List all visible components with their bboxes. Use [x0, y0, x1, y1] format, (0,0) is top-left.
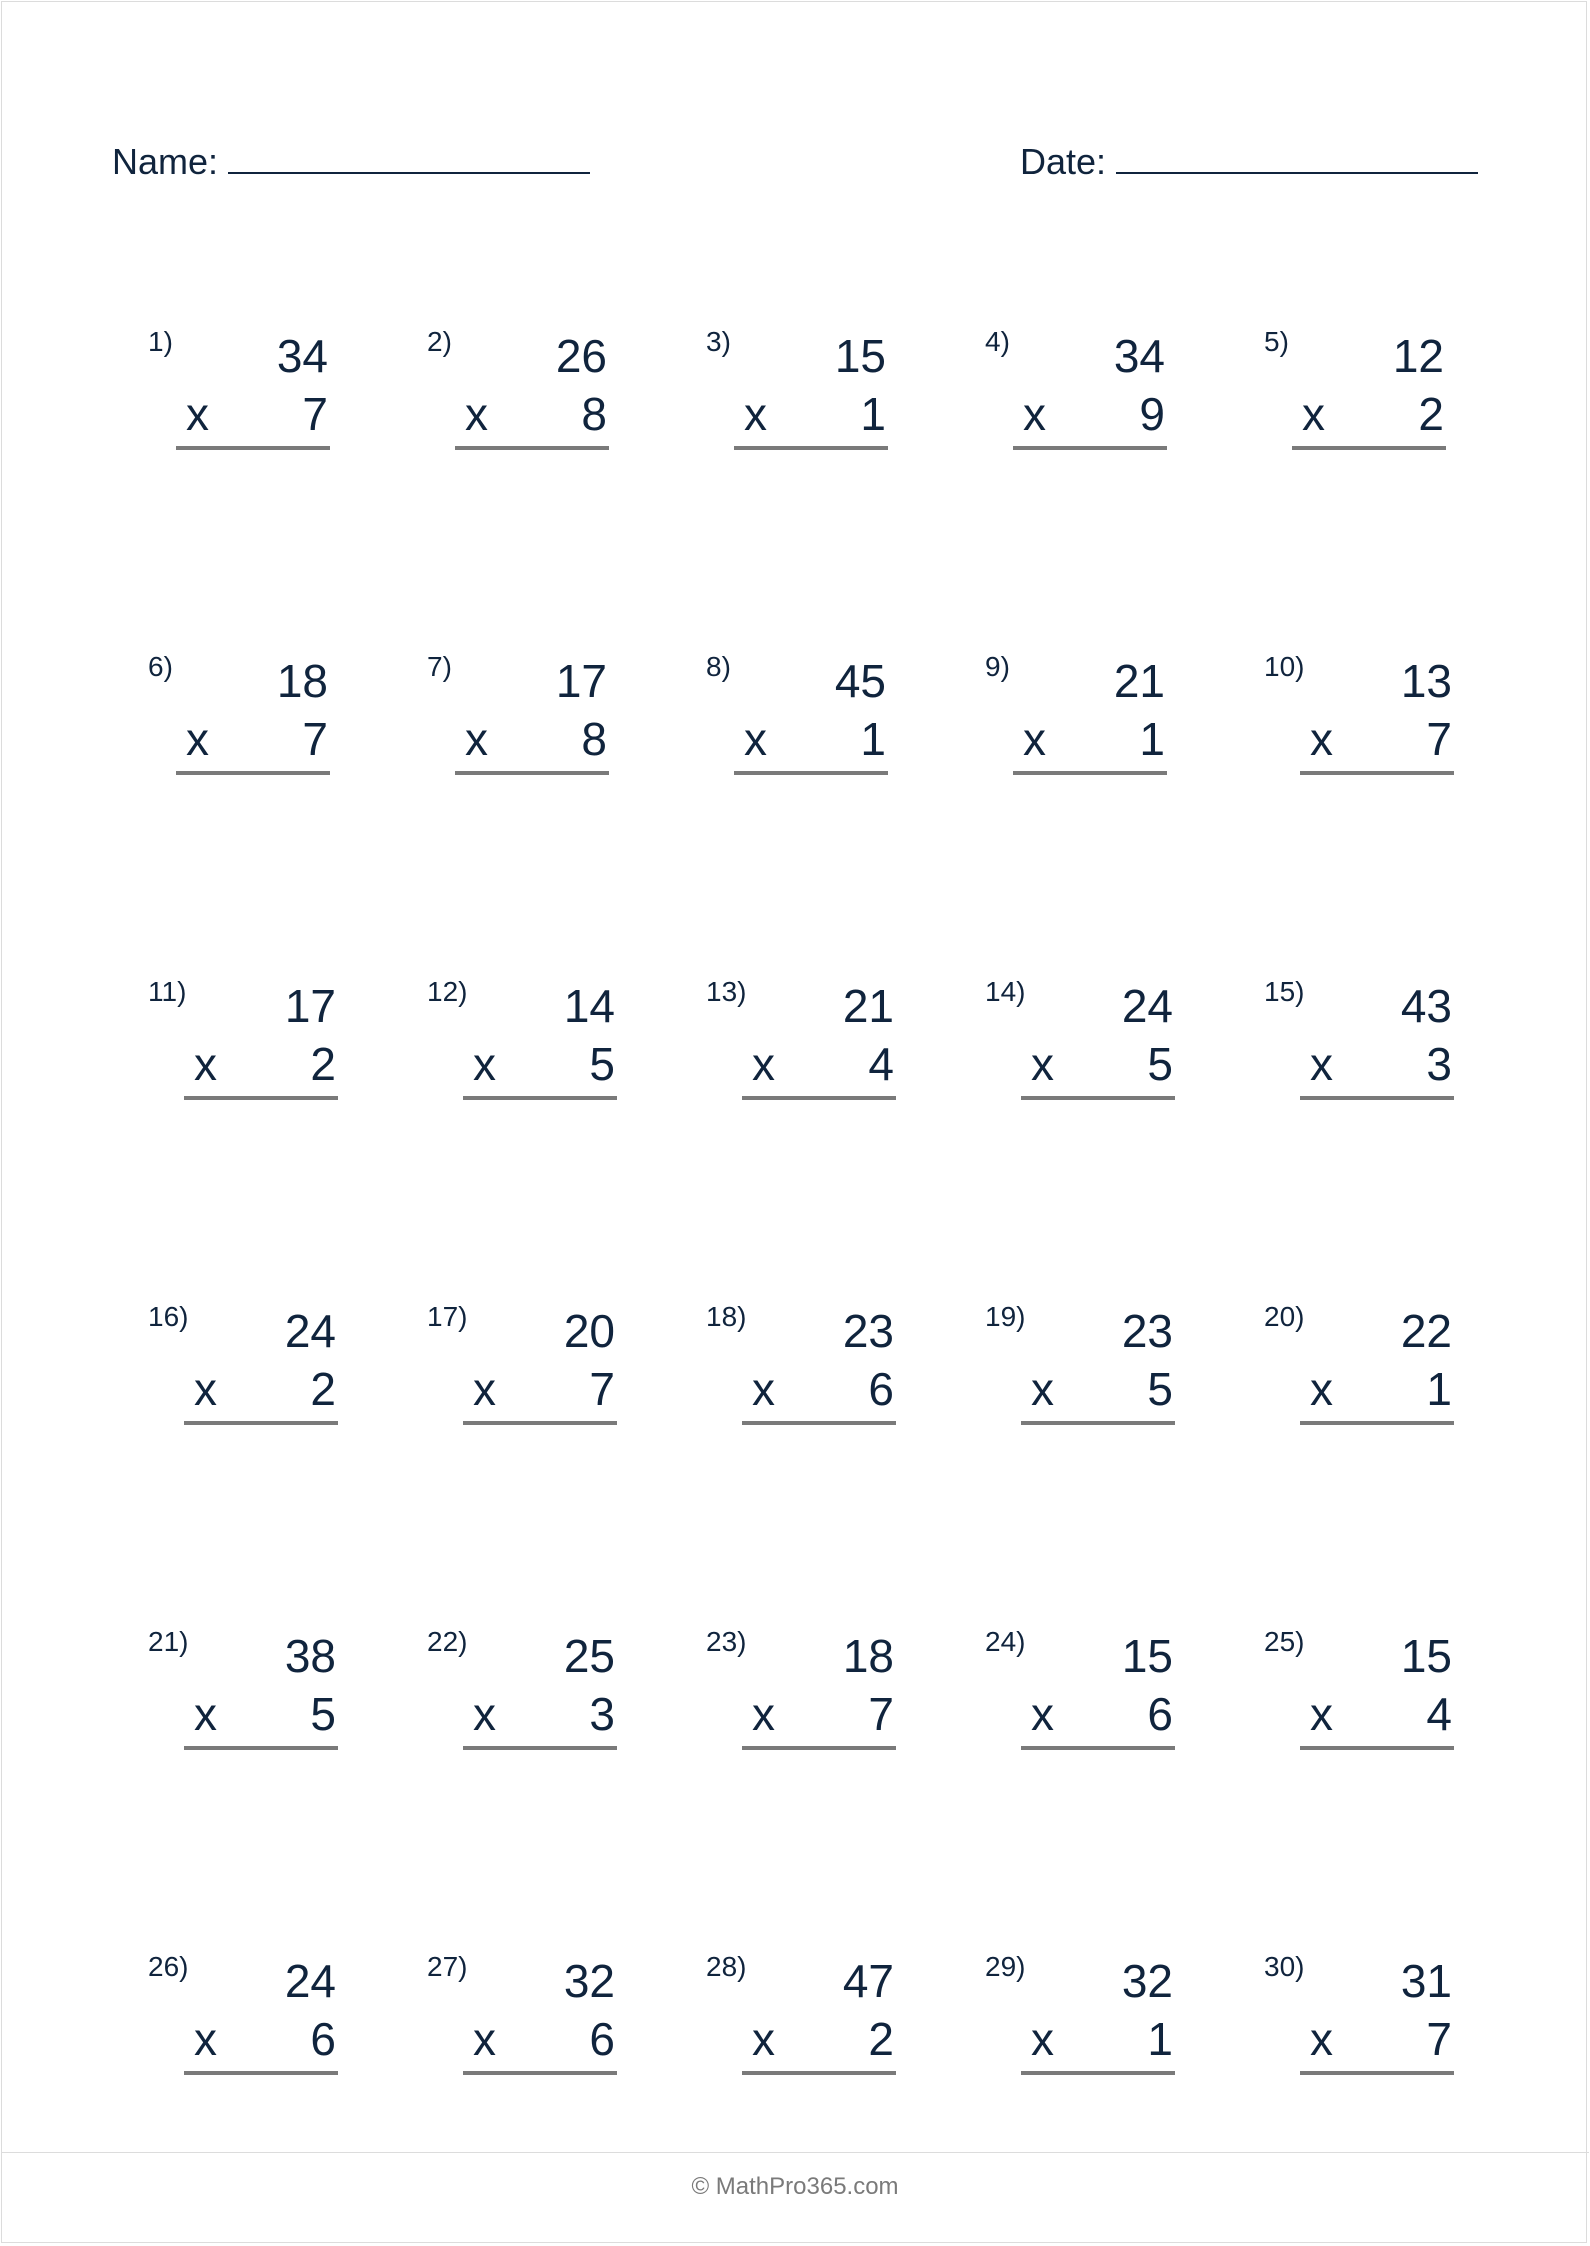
- multiplier: 2: [868, 2013, 894, 2065]
- problem-number: 6): [148, 651, 173, 682]
- footer-divider: [1, 2152, 1589, 2153]
- problem-number: 12): [427, 976, 468, 1007]
- multiplicand: 38: [284, 1630, 336, 1682]
- multiplier: 7: [868, 1688, 894, 1740]
- multiplicand: 45: [834, 655, 886, 707]
- multiplier: 4: [1426, 1688, 1452, 1740]
- footer-copyright: © MathPro365.com: [691, 2173, 899, 2200]
- multiplier: 1: [860, 713, 886, 765]
- problem-item: [1264, 1626, 1452, 1766]
- multiplier: 6: [1147, 1688, 1173, 1740]
- answer-line: [1013, 771, 1167, 775]
- problem-item: [148, 976, 336, 1116]
- answer-line: [1292, 446, 1446, 450]
- multiplier: 5: [1147, 1363, 1173, 1415]
- multiplicand: 23: [1121, 1305, 1173, 1357]
- multiply-sign: x: [744, 388, 767, 440]
- problem-number: 9): [985, 651, 1010, 682]
- answer-line: [1300, 1421, 1454, 1425]
- multiply-sign: x: [1310, 1363, 1333, 1415]
- multiply-sign: x: [1310, 713, 1333, 765]
- multiplicand: 15: [1121, 1630, 1173, 1682]
- problem-item: [148, 1626, 336, 1766]
- multiplicand: 23: [842, 1305, 894, 1357]
- answer-line: [463, 2071, 617, 2075]
- problem-number: 17): [427, 1301, 468, 1332]
- problem-item: [148, 326, 328, 466]
- answer-line: [184, 1746, 338, 1750]
- name-field: [112, 140, 590, 184]
- problem-item: [1264, 326, 1444, 466]
- multiplier: 7: [302, 713, 328, 765]
- multiplicand: 15: [1400, 1630, 1452, 1682]
- problem-number: 13): [706, 976, 747, 1007]
- multiplicand: 26: [555, 330, 607, 382]
- multiply-sign: x: [473, 1363, 496, 1415]
- multiplicand: 34: [1113, 330, 1165, 382]
- date-field: [1020, 140, 1478, 184]
- problem-number: 4): [985, 326, 1010, 357]
- problem-number: 20): [1264, 1301, 1305, 1332]
- multiplier: 1: [1147, 2013, 1173, 2065]
- multiplier: 3: [1426, 1038, 1452, 1090]
- answer-line: [742, 1746, 896, 1750]
- multiplier: 6: [868, 1363, 894, 1415]
- multiply-sign: x: [194, 2013, 217, 2065]
- answer-line: [1300, 1096, 1454, 1100]
- problem-item: [1264, 976, 1452, 1116]
- answer-line: [734, 771, 888, 775]
- multiplicand: 32: [563, 1955, 615, 2007]
- problem-item: [706, 326, 886, 466]
- problem-item: [427, 326, 607, 466]
- multiplier: 6: [310, 2013, 336, 2065]
- problem-item: [985, 1626, 1173, 1766]
- multiplicand: 47: [842, 1955, 894, 2007]
- answer-line: [184, 1421, 338, 1425]
- multiply-sign: x: [186, 713, 209, 765]
- name-blank-line[interactable]: [228, 142, 590, 174]
- multiplier: 7: [1426, 2013, 1452, 2065]
- multiplier: 2: [310, 1363, 336, 1415]
- problem-number: 3): [706, 326, 731, 357]
- problem-item: [427, 1951, 615, 2091]
- multiplier: 4: [868, 1038, 894, 1090]
- multiplicand: 24: [284, 1955, 336, 2007]
- date-blank-line[interactable]: [1116, 142, 1478, 174]
- problem-item: [148, 651, 328, 791]
- multiplier: 2: [1418, 388, 1444, 440]
- multiplier: 7: [1426, 713, 1452, 765]
- multiply-sign: x: [1023, 713, 1046, 765]
- problem-item: [706, 651, 886, 791]
- answer-line: [176, 446, 330, 450]
- multiply-sign: x: [752, 1688, 775, 1740]
- multiply-sign: x: [1310, 2013, 1333, 2065]
- problem-item: [706, 976, 894, 1116]
- multiply-sign: x: [1031, 1363, 1054, 1415]
- multiplicand: 13: [1400, 655, 1452, 707]
- multiply-sign: x: [1302, 388, 1325, 440]
- problem-item: [427, 976, 615, 1116]
- problem-item: [427, 651, 607, 791]
- answer-line: [1300, 2071, 1454, 2075]
- multiply-sign: x: [473, 1038, 496, 1090]
- multiplicand: 17: [555, 655, 607, 707]
- problem-number: 18): [706, 1301, 747, 1332]
- problem-item: [1264, 1301, 1452, 1441]
- multiplicand: 20: [563, 1305, 615, 1357]
- answer-line: [176, 771, 330, 775]
- problem-item: [985, 326, 1165, 466]
- answer-line: [455, 771, 609, 775]
- answer-line: [1013, 446, 1167, 450]
- multiply-sign: x: [1023, 388, 1046, 440]
- multiply-sign: x: [465, 388, 488, 440]
- problem-number: 29): [985, 1951, 1026, 1982]
- multiply-sign: x: [186, 388, 209, 440]
- multiply-sign: x: [752, 2013, 775, 2065]
- multiplicand: 14: [563, 980, 615, 1032]
- multiply-sign: x: [752, 1038, 775, 1090]
- problem-number: 7): [427, 651, 452, 682]
- problem-number: 26): [148, 1951, 189, 1982]
- multiplicand: 25: [563, 1630, 615, 1682]
- problem-number: 21): [148, 1626, 189, 1657]
- problem-number: 11): [148, 976, 187, 1007]
- answer-line: [1021, 1096, 1175, 1100]
- multiply-sign: x: [1031, 2013, 1054, 2065]
- problem-number: 2): [427, 326, 452, 357]
- multiplier: 6: [589, 2013, 615, 2065]
- problem-number: 14): [985, 976, 1026, 1007]
- answer-line: [463, 1096, 617, 1100]
- name-label: Name:: [112, 141, 219, 182]
- problem-item: [985, 976, 1173, 1116]
- multiplier: 8: [581, 713, 607, 765]
- problem-item: [985, 1951, 1173, 2091]
- multiplicand: 34: [276, 330, 328, 382]
- problem-number: 10): [1264, 651, 1305, 682]
- answer-line: [742, 2071, 896, 2075]
- multiplier: 7: [302, 388, 328, 440]
- answer-line: [1021, 1421, 1175, 1425]
- multiply-sign: x: [194, 1363, 217, 1415]
- multiplicand: 18: [276, 655, 328, 707]
- problem-number: 24): [985, 1626, 1026, 1657]
- answer-line: [455, 446, 609, 450]
- answer-line: [463, 1421, 617, 1425]
- multiplicand: 43: [1400, 980, 1452, 1032]
- problem-item: [706, 1626, 894, 1766]
- problem-item: [1264, 651, 1452, 791]
- multiplier: 2: [310, 1038, 336, 1090]
- problem-number: 15): [1264, 976, 1305, 1007]
- multiplicand: 15: [834, 330, 886, 382]
- multiplier: 5: [1147, 1038, 1173, 1090]
- multiplier: 9: [1139, 388, 1165, 440]
- problem-item: [706, 1951, 894, 2091]
- problem-number: 25): [1264, 1626, 1305, 1657]
- problem-item: [427, 1626, 615, 1766]
- problem-number: 16): [148, 1301, 189, 1332]
- answer-line: [184, 1096, 338, 1100]
- multiplicand: 24: [284, 1305, 336, 1357]
- multiply-sign: x: [473, 1688, 496, 1740]
- answer-line: [1021, 1746, 1175, 1750]
- problem-item: [985, 1301, 1173, 1441]
- multiplicand: 24: [1121, 980, 1173, 1032]
- multiplicand: 21: [842, 980, 894, 1032]
- multiplier: 7: [589, 1363, 615, 1415]
- multiply-sign: x: [1031, 1688, 1054, 1740]
- multiply-sign: x: [1310, 1038, 1333, 1090]
- answer-line: [734, 446, 888, 450]
- multiplicand: 17: [284, 980, 336, 1032]
- multiplier: 1: [1426, 1363, 1452, 1415]
- multiplicand: 32: [1121, 1955, 1173, 2007]
- answer-line: [184, 2071, 338, 2075]
- problem-number: 28): [706, 1951, 747, 1982]
- problem-item: [1264, 1951, 1452, 2091]
- answer-line: [742, 1421, 896, 1425]
- multiplicand: 12: [1392, 330, 1444, 382]
- answer-line: [742, 1096, 896, 1100]
- problem-item: [148, 1951, 336, 2091]
- multiply-sign: x: [465, 713, 488, 765]
- answer-line: [463, 1746, 617, 1750]
- multiplicand: 21: [1113, 655, 1165, 707]
- problem-number: 22): [427, 1626, 468, 1657]
- problem-item: [427, 1301, 615, 1441]
- multiplicand: 22: [1400, 1305, 1452, 1357]
- problem-number: 23): [706, 1626, 747, 1657]
- problem-number: 19): [985, 1301, 1026, 1332]
- problem-number: 8): [706, 651, 731, 682]
- multiplier: 5: [310, 1688, 336, 1740]
- multiply-sign: x: [194, 1038, 217, 1090]
- multiplier: 5: [589, 1038, 615, 1090]
- multiplier: 8: [581, 388, 607, 440]
- answer-line: [1300, 1746, 1454, 1750]
- multiplier: 3: [589, 1688, 615, 1740]
- problem-item: [706, 1301, 894, 1441]
- problem-number: 30): [1264, 1951, 1305, 1982]
- multiply-sign: x: [1031, 1038, 1054, 1090]
- multiplier: 1: [1139, 713, 1165, 765]
- problem-number: 27): [427, 1951, 468, 1982]
- multiplicand: 18: [842, 1630, 894, 1682]
- multiply-sign: x: [752, 1363, 775, 1415]
- date-label: Date:: [1020, 141, 1107, 182]
- multiply-sign: x: [1310, 1688, 1333, 1740]
- multiply-sign: x: [194, 1688, 217, 1740]
- multiply-sign: x: [744, 713, 767, 765]
- answer-line: [1300, 771, 1454, 775]
- problem-number: 5): [1264, 326, 1289, 357]
- multiplicand: 31: [1400, 1955, 1452, 2007]
- answer-line: [1021, 2071, 1175, 2075]
- problem-item: [148, 1301, 336, 1441]
- problem-number: 1): [148, 326, 173, 357]
- multiplier: 1: [860, 388, 886, 440]
- problem-item: [985, 651, 1165, 791]
- multiply-sign: x: [473, 2013, 496, 2065]
